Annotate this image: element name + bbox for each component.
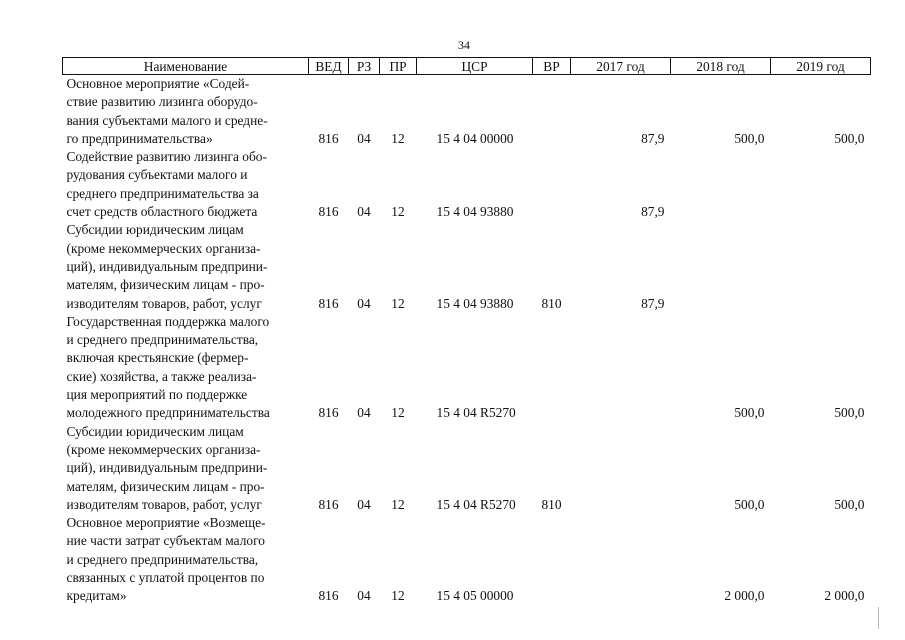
- cell-vr: 810: [541, 295, 562, 311]
- cell-pr: 12: [391, 130, 405, 146]
- name-line: ций), индивидуальным предприни-: [66, 460, 268, 476]
- name-line: счет средств областного бюджета: [66, 204, 258, 220]
- header-rz: РЗ: [349, 58, 380, 75]
- cell-2018: 500,0: [734, 130, 765, 146]
- cell-name: [63, 148, 309, 221]
- cell-ved: 816: [318, 204, 339, 220]
- cell-csr: 15 4 04 93880: [436, 204, 514, 220]
- cell-name: [63, 75, 309, 149]
- header-vr: ВР: [533, 58, 571, 75]
- name-line: изводителям товаров, работ, услуг: [66, 295, 262, 311]
- name-line: кредитам»: [66, 588, 127, 604]
- name-line: ние части затрат субъектам малого: [66, 533, 265, 549]
- name-line: ствие развитию лизинга оборудо-: [66, 94, 258, 110]
- cell-csr: 15 4 04 R5270: [436, 405, 516, 421]
- cell-vr: [533, 148, 571, 221]
- cell-csr: 15 4 04 00000: [436, 130, 514, 146]
- table-row: [63, 75, 871, 149]
- name-line: Субсидии юридическим лицам: [66, 423, 244, 439]
- cell-rz: 04: [357, 496, 371, 512]
- name-line: мателям, физическим лицам - про-: [66, 277, 265, 293]
- table-header-row: [63, 58, 871, 75]
- name-line: среднего предпринимательства за: [66, 185, 259, 201]
- name-line: вания субъектами малого и средне-: [66, 112, 268, 128]
- cell-ved: 816: [318, 295, 339, 311]
- name-line: Содействие развитию лизинга обо-: [66, 149, 267, 165]
- header-2018: 2018 год: [671, 58, 771, 75]
- name-line: го предпринимательства»: [66, 130, 213, 146]
- cell-vr: [533, 514, 571, 605]
- name-line: (кроме некоммерческих организа-: [66, 240, 261, 256]
- cell-csr: 15 4 05 00000: [436, 588, 514, 604]
- cell-2017: [571, 514, 671, 605]
- cell-rz: 04: [357, 405, 371, 421]
- cell-rz: 04: [357, 295, 371, 311]
- cell-vr: [533, 313, 571, 423]
- cell-ved: 816: [318, 496, 339, 512]
- cell-pr: 12: [391, 496, 405, 512]
- header-name: Наименование: [63, 58, 309, 75]
- cell-pr: 12: [391, 405, 405, 421]
- cell-rz: 04: [357, 588, 371, 604]
- cell-2017: 87,9: [641, 204, 665, 220]
- table-row: [63, 148, 871, 221]
- cell-vr: [533, 75, 571, 149]
- name-line: ция мероприятий по поддержке: [66, 387, 248, 403]
- cell-2019: [771, 221, 871, 312]
- cell-2017: 87,9: [641, 130, 665, 146]
- table-row: [63, 423, 871, 514]
- table-row: [63, 221, 871, 312]
- name-line: и среднего предпринимательства,: [66, 551, 259, 567]
- header-pr: ПР: [380, 58, 417, 75]
- page-number: 34: [458, 38, 470, 52]
- name-line: и среднего предпринимательства,: [66, 332, 259, 348]
- name-line: включая крестьянские (фермер-: [66, 350, 249, 366]
- cell-2019: 500,0: [834, 496, 865, 512]
- name-line: Основное мероприятие «Содей-: [66, 76, 250, 91]
- name-line: рудования субъектами малого и: [66, 167, 248, 183]
- cell-ved: 816: [318, 405, 339, 421]
- cell-2017: [571, 423, 671, 514]
- cell-csr: 15 4 04 93880: [436, 295, 514, 311]
- cell-2019: 2 000,0: [824, 588, 865, 604]
- header-ved: ВЕД: [309, 58, 349, 75]
- cell-ved: 816: [318, 588, 339, 604]
- budget-table: [62, 57, 871, 606]
- name-line: Субсидии юридическим лицам: [66, 222, 244, 238]
- header-csr: ЦСР: [417, 58, 533, 75]
- name-line: изводителям товаров, работ, услуг: [66, 496, 262, 512]
- cell-csr: 15 4 04 R5270: [436, 496, 516, 512]
- name-line: ские) хозяйства, а также реализа-: [66, 368, 257, 384]
- cell-name: [63, 221, 309, 312]
- cell-pr: 12: [391, 588, 405, 604]
- cell-pr: 12: [391, 295, 405, 311]
- name-line: Основное мероприятие «Возмеще-: [66, 515, 266, 531]
- table-body: [63, 75, 871, 606]
- cell-2019: 500,0: [834, 130, 865, 146]
- cell-2018: 500,0: [734, 496, 765, 512]
- cell-name: [63, 313, 309, 423]
- name-line: молодежного предпринимательства: [66, 405, 270, 421]
- table-row: [63, 313, 871, 423]
- cell-2017: 87,9: [641, 295, 665, 311]
- cell-rz: 04: [357, 204, 371, 220]
- name-line: связанных с уплатой процентов по: [66, 570, 265, 586]
- cell-2019: [771, 148, 871, 221]
- cell-rz: 04: [357, 130, 371, 146]
- cell-pr: 12: [391, 204, 405, 220]
- cell-2017: [571, 313, 671, 423]
- name-line: ций), индивидуальным предприни-: [66, 258, 268, 274]
- cell-vr: 810: [541, 496, 562, 512]
- cell-2019: 500,0: [834, 405, 865, 421]
- cell-2018: [671, 221, 771, 312]
- cell-2018: 2 000,0: [724, 588, 765, 604]
- cell-name: [63, 514, 309, 605]
- cell-ved: 816: [318, 130, 339, 146]
- cell-name: [63, 423, 309, 514]
- name-line: мателям, физическим лицам - про-: [66, 478, 265, 494]
- name-line: Государственная поддержка малого: [66, 313, 270, 329]
- header-2019: 2019 год: [771, 58, 871, 75]
- name-line: (кроме некоммерческих организа-: [66, 441, 261, 457]
- cell-2018: 500,0: [734, 405, 765, 421]
- scan-edge-mark: [878, 607, 879, 629]
- header-2017: 2017 год: [571, 58, 671, 75]
- table-row: [63, 514, 871, 605]
- cell-2018: [671, 148, 771, 221]
